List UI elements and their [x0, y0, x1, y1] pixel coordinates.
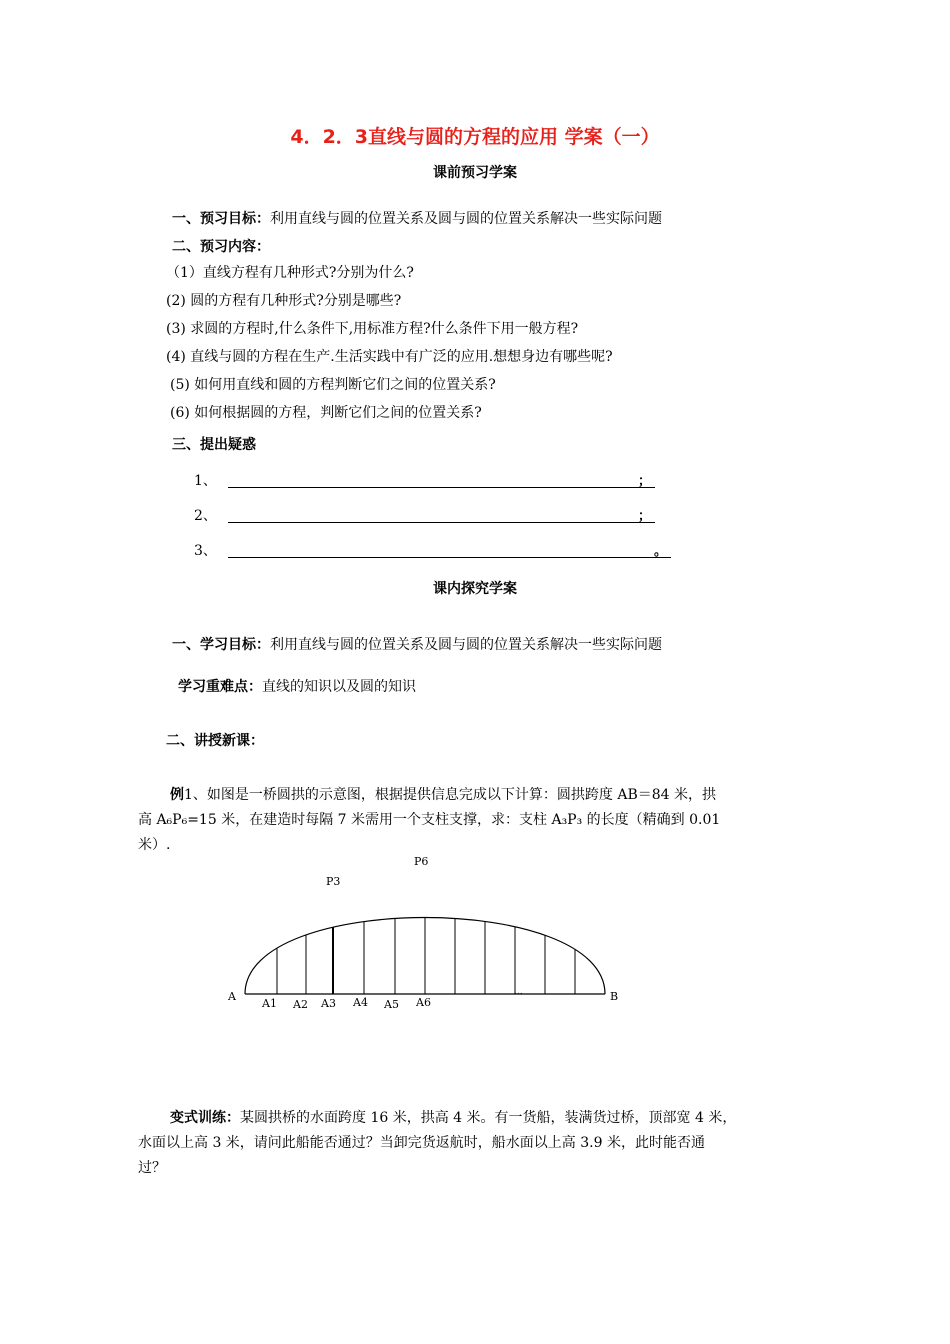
- document-title: 4．2．3直线与圆的方程的应用 学案（一）: [290, 126, 660, 148]
- doubt-label: 三、提出疑惑: [172, 437, 256, 453]
- arch-pillars: [277, 918, 575, 995]
- doubt-number: 3、: [194, 543, 217, 559]
- example-text-2: 高 A₆P₆=15 米，在建造时每隔 7 米需用一个支柱支撑，求：支柱 A₃P₃ 的长度（精确到 0.01: [138, 812, 721, 828]
- doubt-end-mark: 。: [654, 544, 668, 559]
- base-dots: ...: [514, 987, 523, 997]
- key-points: [178, 676, 416, 696]
- preview-item: (3) 求圆的方程时,什么条件下,用标准方程?什么条件下用一般方程?: [166, 321, 579, 337]
- doubt-number: 2、: [194, 508, 217, 524]
- preview-goal-label: 一、预习目标：: [172, 211, 270, 227]
- variant-text-2: 水面以上高 3 米，请问此船能否通过？当卸完货返航时，船水面以上高 3.9 米，此时能否通: [138, 1135, 705, 1151]
- section-heading-inclass: 课内探究学案: [433, 581, 517, 597]
- point-label-A: A: [228, 990, 236, 1003]
- preview-item: (6) 如何根据圆的方程，判断它们之间的位置关系?: [170, 405, 482, 421]
- preview-content-label: 二、预习内容：: [172, 239, 270, 255]
- preview-item: （1）直线方程有几种形式?分别为什么?: [166, 265, 414, 281]
- doubt-answer-line[interactable]: [228, 556, 671, 558]
- doubt-end-mark: ；: [638, 509, 652, 524]
- key-points-label: 学习重难点：: [178, 679, 262, 695]
- example-label: 例: [170, 787, 184, 803]
- preview-goal: [172, 208, 662, 228]
- doubt-answer-line[interactable]: [228, 521, 655, 523]
- base-label-A2: A2: [293, 998, 308, 1011]
- preview-item: (4) 直线与圆的方程在生产.生活实践中有广泛的应用.想想身边有哪些呢?: [166, 349, 613, 365]
- example-number: 1: [184, 787, 193, 803]
- preview-item: (2) 圆的方程有几种形式?分别是哪些?: [166, 293, 402, 309]
- inclass-goal: [172, 634, 662, 654]
- variant-line: [138, 1106, 818, 1131]
- lecture-label: 二、讲授新课：: [166, 733, 264, 749]
- base-label-A3: A3: [321, 997, 336, 1010]
- variant-training: [138, 1106, 818, 1181]
- base-label-A5: A5: [384, 998, 399, 1011]
- key-points-text: 直线的知识以及圆的知识: [262, 679, 416, 695]
- variant-text-3: 过？: [138, 1160, 166, 1176]
- base-label-A1: A1: [262, 997, 277, 1010]
- point-label-P6: P6: [414, 855, 429, 868]
- preview-item: (5) 如何用直线和圆的方程判断它们之间的位置关系?: [170, 377, 496, 393]
- inclass-goal-text: 利用直线与圆的位置关系及圆与圆的位置关系解决一些实际问题: [270, 637, 662, 653]
- section-heading-preview: 课前预习学案: [433, 165, 517, 181]
- preview-goal-text: 利用直线与圆的位置关系及圆与圆的位置关系解决一些实际问题: [270, 211, 662, 227]
- point-label-P3: P3: [326, 875, 341, 888]
- doubt-answer-line[interactable]: [228, 486, 655, 488]
- doubt-end-mark: ；: [638, 474, 652, 489]
- base-label-A6: A6: [416, 996, 431, 1009]
- base-label-A4: A4: [353, 996, 368, 1009]
- example-line: [138, 783, 818, 808]
- variant-text-1: 某圆拱桥的水面跨度 16 米，拱高 4 米。有一货船，装满货过桥，顶部宽 4 米，: [240, 1110, 737, 1126]
- arch-bridge-diagram: [220, 848, 640, 1018]
- example-text-3: 米）.: [138, 837, 171, 853]
- doubt-number: 1、: [194, 473, 217, 489]
- inclass-goal-label: 一、学习目标：: [172, 637, 270, 653]
- example-1: [138, 783, 818, 858]
- variant-label: 变式训练：: [170, 1110, 240, 1126]
- point-label-B: B: [610, 990, 619, 1003]
- example-text-1: 、如图是一桥圆拱的示意图，根据提供信息完成以下计算：圆拱跨度 AB＝84 米，拱: [192, 787, 717, 803]
